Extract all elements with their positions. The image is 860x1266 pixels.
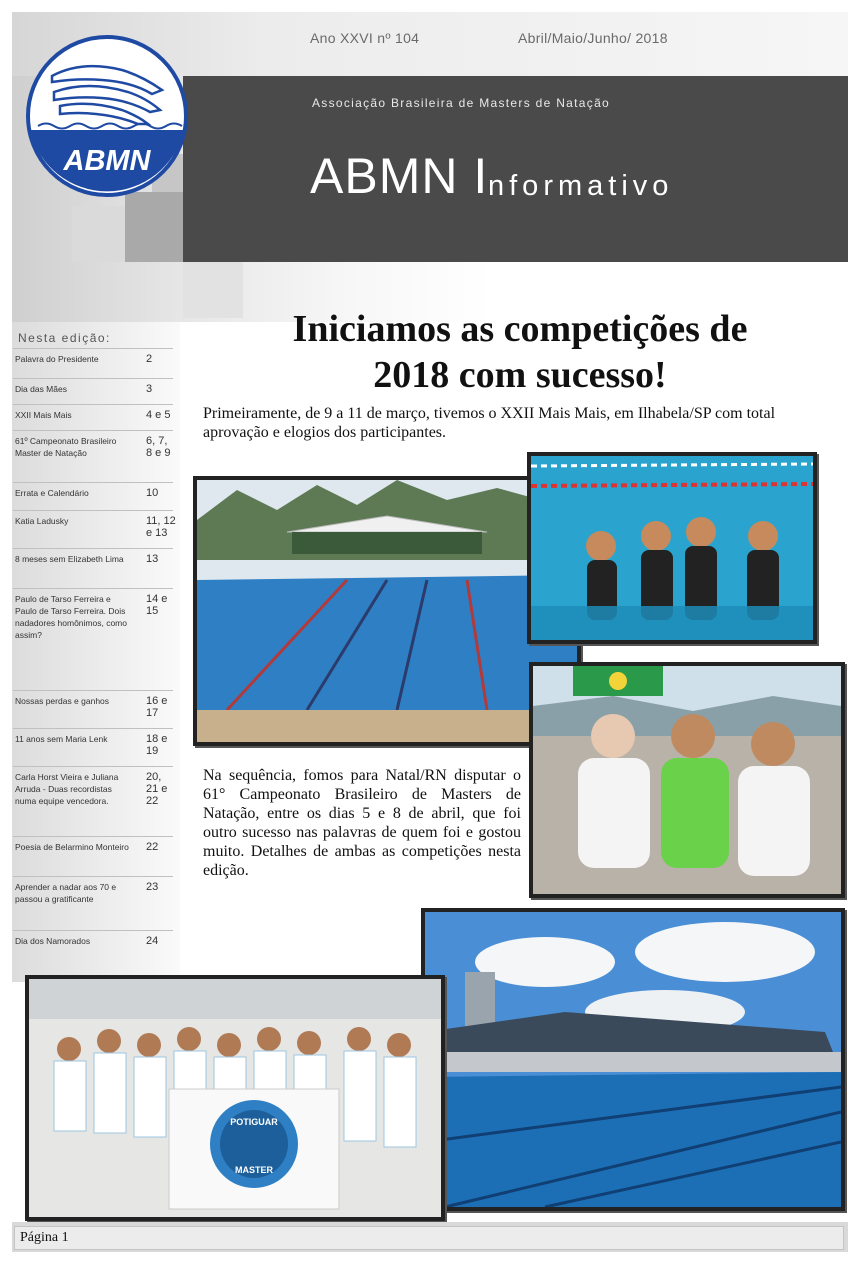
stadium-pool-photo (421, 908, 845, 1211)
toc-item[interactable]: Palavra do Presidente 2 (13, 348, 173, 379)
toc-item[interactable]: 61º Campeonato Brasileiro Master de Natação 6, 7, 8 e 9 (13, 430, 173, 483)
footer-inner (14, 1226, 844, 1250)
banner-text: MASTER (235, 1165, 273, 1175)
toc-item[interactable]: 11 anos sem Maria Lenk 18 e 19 (13, 728, 173, 765)
toc-item[interactable]: 8 meses sem Elizabeth Lima 13 (13, 548, 173, 589)
association-name: Associação Brasileira de Masters de Natação (312, 96, 611, 110)
abmn-logo (24, 34, 190, 198)
page-number: Página 1 (20, 1230, 69, 1245)
article-paragraph: Primeiramente, de 9 a 11 de março, tivemos o XXII Mais Mais, em Ilhabela/SP com total aprovação e elogios dos participantes. (203, 405, 776, 441)
decor-square (125, 192, 183, 262)
logo-text: ABMN (63, 145, 151, 177)
banner-text: POTIGUAR (230, 1117, 278, 1127)
sidebar-title: Nesta edição: (18, 331, 111, 345)
swimmers-photo (527, 452, 817, 644)
toc-item[interactable]: Nossas perdas e ganhos 16 e 17 (13, 690, 173, 727)
toc-item[interactable]: Dia dos Namorados 24 (13, 930, 173, 959)
article-paragraph: Na sequência, fomos para Natal/RN disputar o 61° Campeonato Brasileiro de Masters de Natação, entre os dias 5 e 8 de abril, que foi outro sucesso nas palavras de quem foi e gostou muito. Detalhes de ambas as competições nesta edição. (203, 767, 521, 879)
toc-item[interactable]: Errata e Calendário 10 (13, 482, 173, 511)
toc-item[interactable]: Dia das Mães 3 (13, 378, 173, 409)
article-headline: Iniciamos as competições de 2018 com sucesso! (292, 308, 748, 396)
decor-square (72, 206, 125, 262)
team-photo (25, 975, 445, 1221)
toc-item[interactable]: Katia Ladusky 11, 12 e 13 (13, 510, 173, 549)
toc-item[interactable]: Poesia de Belarmino Monteiro 22 (13, 836, 173, 877)
newsletter-subtitle: nformativo (488, 170, 674, 202)
issue-date: Abril/Maio/Junho/ 2018 (518, 30, 668, 46)
pool-photo (193, 476, 581, 746)
issue-number: Ano XXVI nº 104 (310, 30, 420, 46)
toc-item[interactable]: Paulo de Tarso Ferreira e Paulo de Tarso Ferreira. Dois nadadores homônimos, como assim? 14 e 15 (13, 588, 173, 679)
toc-item[interactable]: Aprender a nadar aos 70 e passou a gratificante 23 (13, 876, 173, 929)
toc-item[interactable]: Carla Horst Vieira e Juliana Arruda - Duas recordistas numa equipe vencedora. 20, 21 e 22 (13, 766, 173, 833)
boat-photo (529, 662, 845, 898)
toc-item[interactable]: XXII Mais Mais 4 e 5 (13, 404, 173, 431)
newsletter-title: ABMN I (310, 148, 489, 204)
